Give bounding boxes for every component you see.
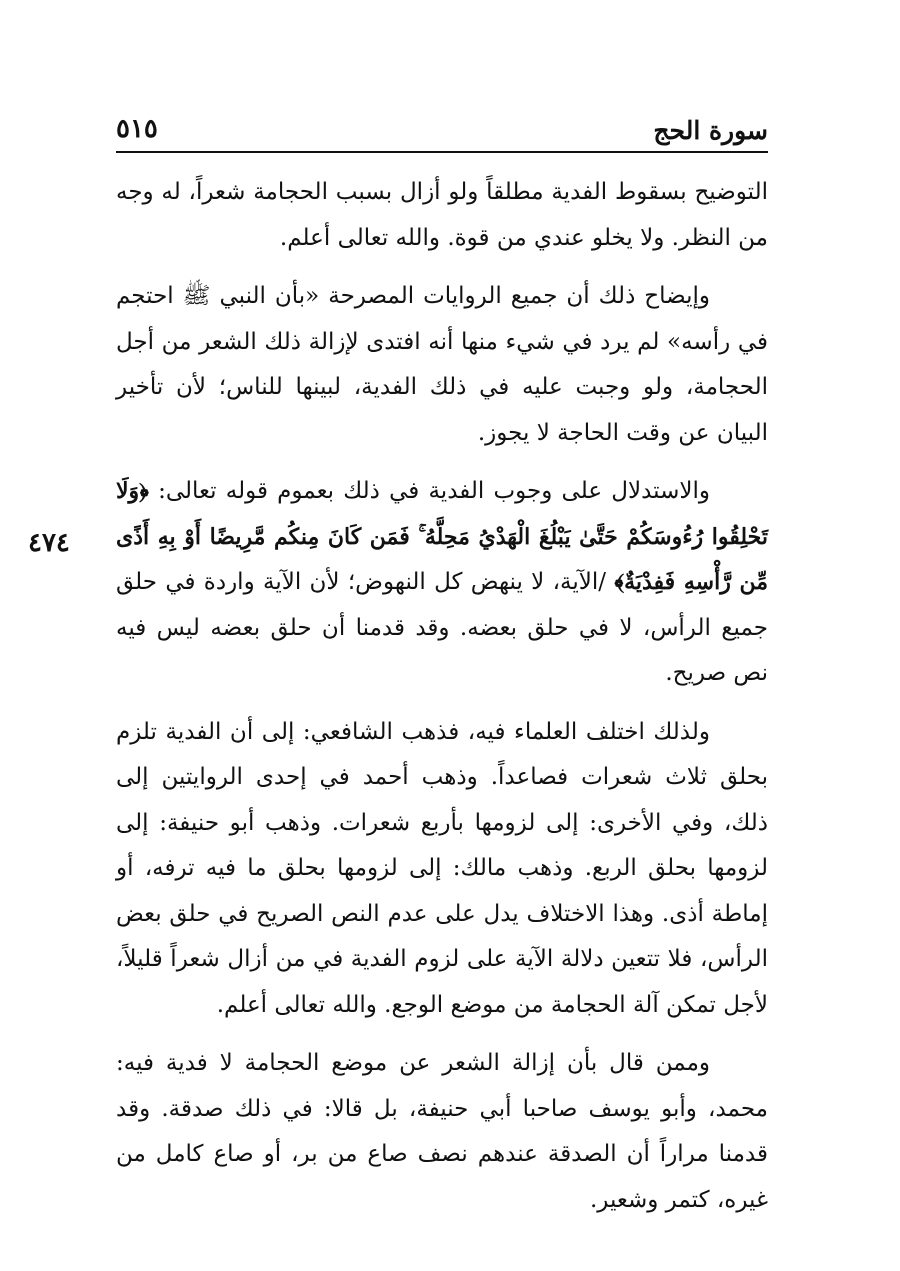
paragraph-3-rest: /الآية، لا ينهض كل النهوض؛ لأن الآية واردة في حلق جميع الرأس، لا في حلق بعضه. وقد قدمنا أن حلق بعضه ليس فيه نص صريح.: [116, 569, 768, 686]
paragraph-3: [116, 469, 768, 697]
page-number: ٥١٥: [116, 114, 158, 144]
paragraph-1: التوضيح بسقوط الفدية مطلقاً ولو أزال بسبب الحجامة شعراً، له وجه من النظر. ولا يخلو عندي من قوة. والله تعالى أعلم.: [116, 179, 768, 251]
header-divider: [116, 151, 768, 153]
surah-title: سورة الحج: [653, 116, 768, 145]
paragraph-4: ولذلك اختلف العلماء فيه، فذهب الشافعي: إلى أن الفدية تلزم بحلق ثلاث شعرات فصاعداً. وذهب أحمد في إحدى الروايتين إلى ذلك، وفي الأخرى: إلى لزومها بأربع شعرات. وذهب أبو حنيفة: إلى لزومها بحلق الربع. وذهب مالك: إلى لزومها بحلق ما فيه ترفه، أو إماطة أذى. وهذا الاختلاف يدل على عدم النص الصريح في حلق بعض الرأس، فلا تتعين دلالة الآية على لزوم الفدية في من أزال شعراً قليلاً، لأجل تمكن آلة الحجامة من موضع الوجع. والله تعالى أعلم.: [116, 718, 768, 1018]
quran-verse: ﴿وَلَا تَحْلِقُوا رُءُوسَكُمْ حَتَّىٰ يَبْلُغَ الْهَدْيُ مَحِلَّهُ ۚ فَمَن كَانَ مِنكُم مَّرِيضًا أَوْ بِهِ أَذًى مِّن رَّأْسِهِ فَفِدْيَةٌ﴾: [116, 478, 769, 595]
paragraph-5: وممن قال بأن إزالة الشعر عن موضع الحجامة لا فدية فيه: محمد، وأبو يوسف صاحبا أبي حنيفة، بل قالا: في ذلك صدقة. وقد قدمنا مراراً أن الصدقة عندهم نصف صاع من بر، أو صاع كامل من غيره، كتمر وشعير.: [116, 1050, 768, 1213]
body-text: [116, 170, 768, 1236]
paragraph-2: وإيضاح ذلك أن جميع الروايات المصرحة «بأن النبي ﷺ احتجم في رأسه» لم يرد في شيء منها أنه افتدى لإزالة ذلك الشعر من أجل الحجامة، ولو وجبت عليه في ذلك الفدية، لبينها للناس؛ لأن تأخير البيان عن وقت الحاجة لا يجوز.: [116, 283, 768, 446]
margin-page-reference: ٤٧٤: [28, 528, 70, 558]
page-header: [116, 112, 768, 152]
paragraph-3-intro: والاستدلال على وجوب الفدية في ذلك بعموم قوله تعالى:: [158, 478, 710, 504]
